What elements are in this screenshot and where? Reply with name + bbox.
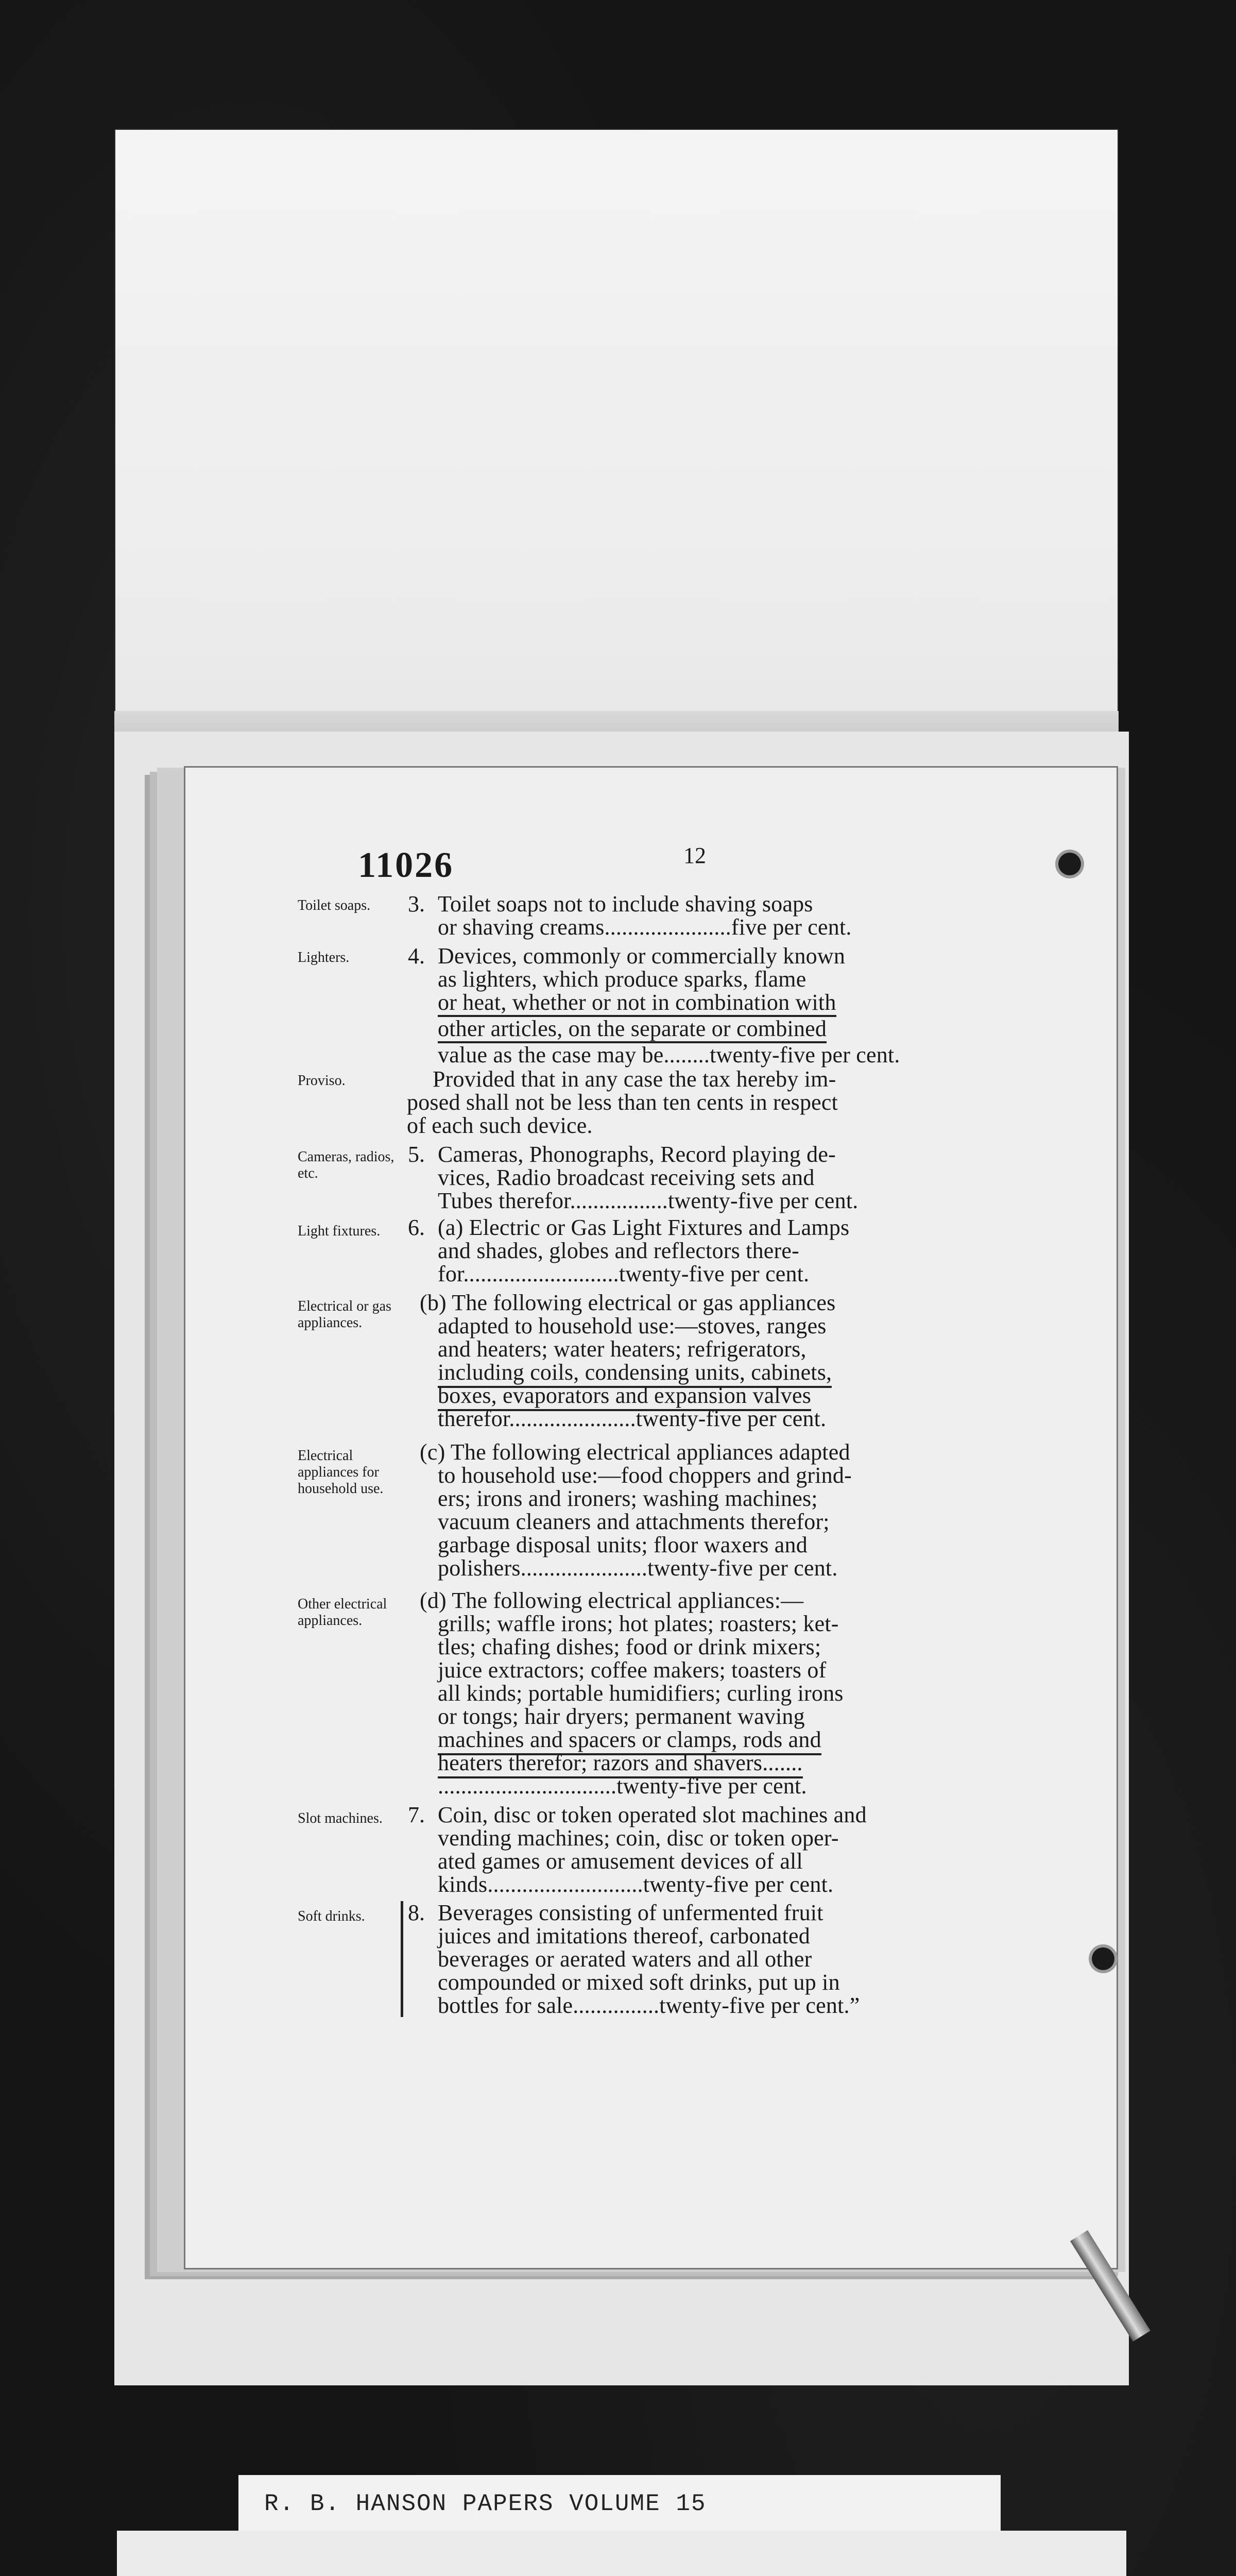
section-body: [438, 892, 958, 939]
text-line: and heaters; water heaters; refrigerators,: [438, 1336, 806, 1362]
document-page: [185, 768, 1117, 2268]
text-line: (b) The following electrical or gas appliances: [420, 1290, 836, 1315]
margin-note: Light fixtures.: [298, 1223, 381, 1239]
text-line-underlined: [420, 1384, 958, 1407]
section-body: [420, 1291, 958, 1430]
margin-note: Lighters.: [298, 950, 350, 965]
text-line: or shaving creams......................five per cent.: [438, 914, 852, 940]
margin-note: Proviso.: [298, 1073, 346, 1089]
text-line: Toilet soaps not to include shaving soaps: [438, 891, 813, 917]
section-body: [420, 1589, 958, 1798]
text-line: bottles for sale...............twenty-five per cent.”: [438, 1993, 860, 2018]
text-line: ...............................twenty-five per cent.: [438, 1773, 807, 1799]
text-line: value as the case may be........twenty-five per cent.: [438, 1042, 900, 1067]
underlined-text: heaters therefor; razors and shavers.......: [438, 1750, 803, 1778]
text-line: Devices, commonly or commercially known: [438, 943, 846, 969]
text-line: posed shall not be less than ten cents in respect: [407, 1090, 838, 1115]
text-line: grills; waffle irons; hot plates; roasters; ket-: [438, 1611, 839, 1636]
underlined-text: boxes, evaporators and expansion valves: [438, 1383, 811, 1411]
text-line: kinds...........................twenty-five per cent.: [438, 1872, 834, 1897]
margin-note: Electrical or gas appliances.: [298, 1298, 391, 1331]
text-line-underlined: other articles, on the separate or combined: [438, 1017, 827, 1043]
text-line: beverages or aerated waters and all other: [438, 1946, 812, 1972]
item-number: 4.: [408, 943, 425, 969]
section-body: [438, 1143, 958, 1212]
text-line: (d) The following electrical appliances:—: [420, 1588, 804, 1613]
text-line: Beverages consisting of unfermented fruit: [438, 1900, 823, 1925]
page-number: 12: [683, 843, 706, 868]
item-number: 7.: [408, 1802, 425, 1827]
section-body: [438, 1216, 958, 1285]
text-line: all kinds; portable humidifiers; curling irons: [438, 1681, 844, 1706]
text-line: polishers......................twenty-five per cent.: [438, 1555, 838, 1581]
text-line: ers; irons and ironers; washing machines;: [438, 1486, 818, 1511]
underlined-text: machines and spacers or clamps, rods and: [438, 1727, 821, 1755]
text-line-underlined: [420, 1751, 958, 1774]
text-line: vices, Radio broadcast receiving sets and: [438, 1165, 815, 1190]
text-line: juices and imitations thereof, carbonated: [438, 1923, 810, 1948]
margin-note: Other electrical appliances.: [298, 1596, 387, 1629]
text-line: therefor......................twenty-five per cent.: [438, 1406, 827, 1431]
section-body: [438, 1803, 958, 1896]
margin-note: Soft drinks.: [298, 1908, 365, 1924]
text-line-underlined: or heat, whether or not in combination with: [438, 991, 836, 1017]
text-line: compounded or mixed soft drinks, put up in: [438, 1970, 840, 1995]
text-line: of each such device.: [407, 1113, 593, 1138]
text-line: adapted to household use:—stoves, ranges: [438, 1313, 827, 1338]
archive-label-strip: [238, 2475, 1001, 2533]
document-number: 11026: [358, 845, 454, 885]
underlined-text: including coils, condensing units, cabinets,: [438, 1360, 832, 1388]
margin-note: Electrical appliances for household use.: [298, 1448, 384, 1497]
text-line: to household use:—food choppers and grind-: [438, 1463, 852, 1488]
text-line: vacuum cleaners and attachments therefor;: [438, 1509, 830, 1534]
archive-stamp-card: [117, 2531, 1126, 2576]
section-body: [438, 1901, 958, 2017]
item-number: 3.: [408, 891, 425, 917]
margin-note: Slot machines.: [298, 1810, 383, 1826]
text-line: for...........................twenty-five per cent.: [438, 1261, 810, 1286]
text-line: tles; chafing dishes; food or drink mixers;: [438, 1634, 821, 1659]
margin-note: Toilet soaps.: [298, 897, 371, 913]
item-number: 5.: [408, 1142, 425, 1167]
text-line: Coin, disc or token operated slot machines and: [438, 1802, 867, 1827]
text-line: (c) The following electrical appliances adapted: [420, 1439, 850, 1465]
text-line: ated games or amusement devices of all: [438, 1849, 803, 1874]
text-line: vending machines; coin, disc or token oper-: [438, 1825, 839, 1851]
text-line: and shades, globes and reflectors there-: [438, 1238, 799, 1263]
text-line: or tongs; hair dryers; permanent waving: [438, 1704, 805, 1729]
item-number: 6.: [408, 1215, 425, 1240]
text-line: as lighters, which produce sparks, flame: [438, 967, 806, 992]
text-line: Cameras, Phonographs, Record playing de-: [438, 1142, 836, 1167]
text-line: (a) Electric or Gas Light Fixtures and Lamps: [438, 1215, 850, 1240]
archive-label-text: R. B. HANSON PAPERS VOLUME 15: [264, 2490, 707, 2517]
section-body: [438, 944, 958, 1066]
text-line: garbage disposal units; floor waxers and: [438, 1532, 808, 1557]
page-content: [185, 768, 1117, 2268]
text-line-underlined: [420, 1361, 958, 1384]
item-number: 8.: [408, 1900, 425, 1925]
margin-note: Cameras, radios, etc.: [298, 1149, 394, 1181]
text-line: Provided that in any case the tax hereby im-: [433, 1066, 836, 1092]
section-body: [420, 1440, 958, 1580]
section-body: [407, 1067, 958, 1137]
blank-cover-sheet: [114, 129, 1119, 762]
text-line-underlined: [420, 1728, 958, 1751]
text-line: Tubes therefor.................twenty-five per cent.: [438, 1188, 859, 1213]
text-line: juice extractors; coffee makers; toasters of: [438, 1657, 827, 1683]
